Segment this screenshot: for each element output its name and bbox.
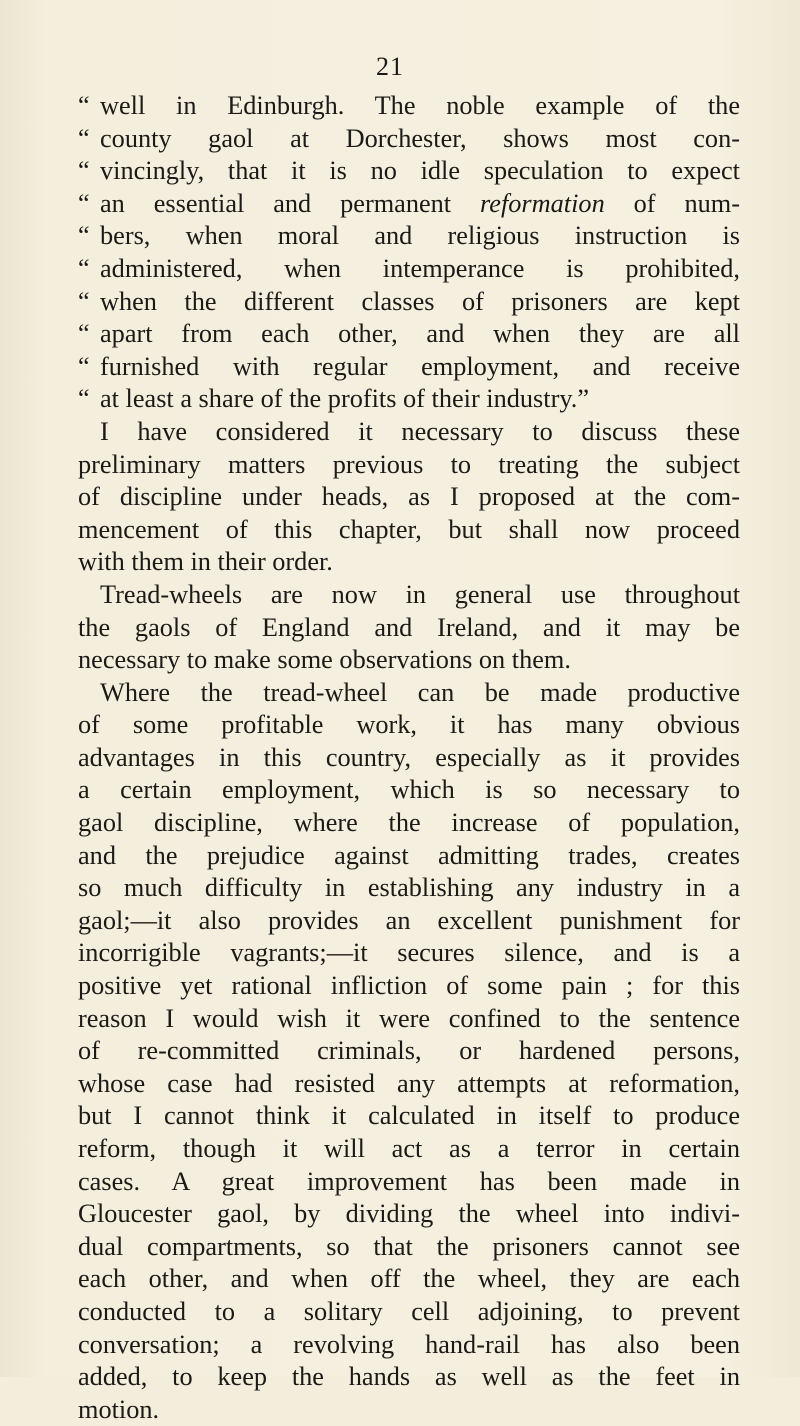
text-line: conversation; a revolving hand-rail has also been [78, 1329, 740, 1359]
quote-mark: “ [78, 286, 90, 316]
text-line: I have considered it necessary to discuss these [100, 416, 740, 446]
italic-word: reformation [480, 188, 605, 218]
text-line-content: at least a share of the profits of their industry.” [100, 384, 590, 414]
text-line: advantages in this country, especially as it provides [78, 742, 740, 772]
quote-mark: “ [78, 188, 90, 218]
text-line: positive yet rational infliction of some pain ; for this [78, 971, 740, 1001]
text-line [78, 220, 740, 253]
text-line: whose case had resisted any attempts at reformation, [78, 1068, 740, 1098]
text-line: of re-committed criminals, or hardened persons, [78, 1036, 740, 1066]
quote-mark: “ [78, 123, 90, 153]
text-line: added, to keep the hands as well as the feet in [78, 1362, 740, 1392]
quote-mark: “ [78, 351, 90, 381]
text-line [78, 286, 740, 319]
text-line: motion. [78, 1394, 160, 1424]
text-line-content: well in Edinburgh. The noble example of the [100, 91, 740, 120]
text-line [78, 188, 740, 221]
quote-mark: “ [78, 253, 90, 283]
text-line-content: apart from each other, and when they are all [100, 319, 740, 349]
text-line: conducted to a solitary cell adjoining, to prevent [78, 1296, 740, 1326]
text-line-content: county gaol at Dorchester, shows most con- [100, 123, 740, 153]
text-line-content: administered, when intemperance is prohibited, [100, 253, 740, 283]
quote-mark: “ [78, 156, 90, 186]
text-line [78, 155, 740, 188]
text-line: Tread-wheels are now in general use throughout [100, 579, 740, 609]
text-line: reform, though it will act as a terror in certain [78, 1134, 740, 1163]
text-line: preliminary matters previous to treating the subject [78, 449, 740, 479]
text-line: cases. A great improvement has been made in [78, 1166, 740, 1196]
text-line: the gaols of England and Ireland, and it may be [78, 612, 740, 642]
text-line [78, 351, 740, 384]
text-segment: an essential and permanent [100, 188, 452, 218]
text-line: but I cannot think it calculated in itself to produce [78, 1101, 740, 1131]
quote-mark: “ [78, 221, 90, 251]
text-line: with them in their order. [78, 547, 333, 577]
text-line: so much difficulty in establishing any industry in a [78, 873, 740, 903]
text-line: incorrigible vagrants;—it secures silence, and is a [78, 938, 740, 968]
text-line [78, 318, 740, 351]
text-line: a certain employment, which is so necessary to [78, 775, 740, 805]
text-line: Where the tread-wheel can be made productive [100, 677, 740, 707]
text-line: necessary to make some observations on them. [78, 645, 571, 675]
quote-mark: “ [78, 384, 90, 414]
text-line [78, 90, 740, 123]
text-line: and the prejudice against admitting trades, creates [78, 840, 740, 870]
text-line: dual compartments, so that the prisoners cannot see [78, 1231, 740, 1261]
text-line: reason I would wish it were confined to the sentence [78, 1003, 740, 1033]
text-line [78, 383, 740, 416]
text-segment: of num- [633, 188, 740, 218]
text-line [78, 253, 740, 286]
text-line-content: furnished with regular employment, and receive [100, 351, 740, 381]
text-line-content [100, 188, 740, 221]
quote-mark: “ [78, 91, 90, 120]
text-line: mencement of this chapter, but shall now proceed [78, 514, 740, 544]
text-line: gaol discipline, where the increase of population, [78, 808, 740, 838]
text-line-content: bers, when moral and religious instruction is [100, 221, 740, 251]
text-line: Gloucester gaol, by dividing the wheel into indivi- [78, 1199, 740, 1229]
text-line-content: when the different classes of prisoners are kept [100, 286, 740, 316]
text-line-content: vincingly, that it is no idle speculation to expect [100, 156, 740, 186]
page-number: 21 [376, 52, 404, 81]
text-line [78, 123, 740, 156]
text-line: gaol;—it also provides an excellent punishment for [78, 905, 740, 935]
text-line: of some profitable work, it has many obvious [78, 710, 740, 740]
text-line: of discipline under heads, as I proposed at the com- [78, 482, 740, 512]
quote-mark: “ [78, 319, 90, 349]
page-body-text [78, 90, 740, 1426]
text-line: each other, and when off the wheel, they are each [78, 1264, 740, 1294]
